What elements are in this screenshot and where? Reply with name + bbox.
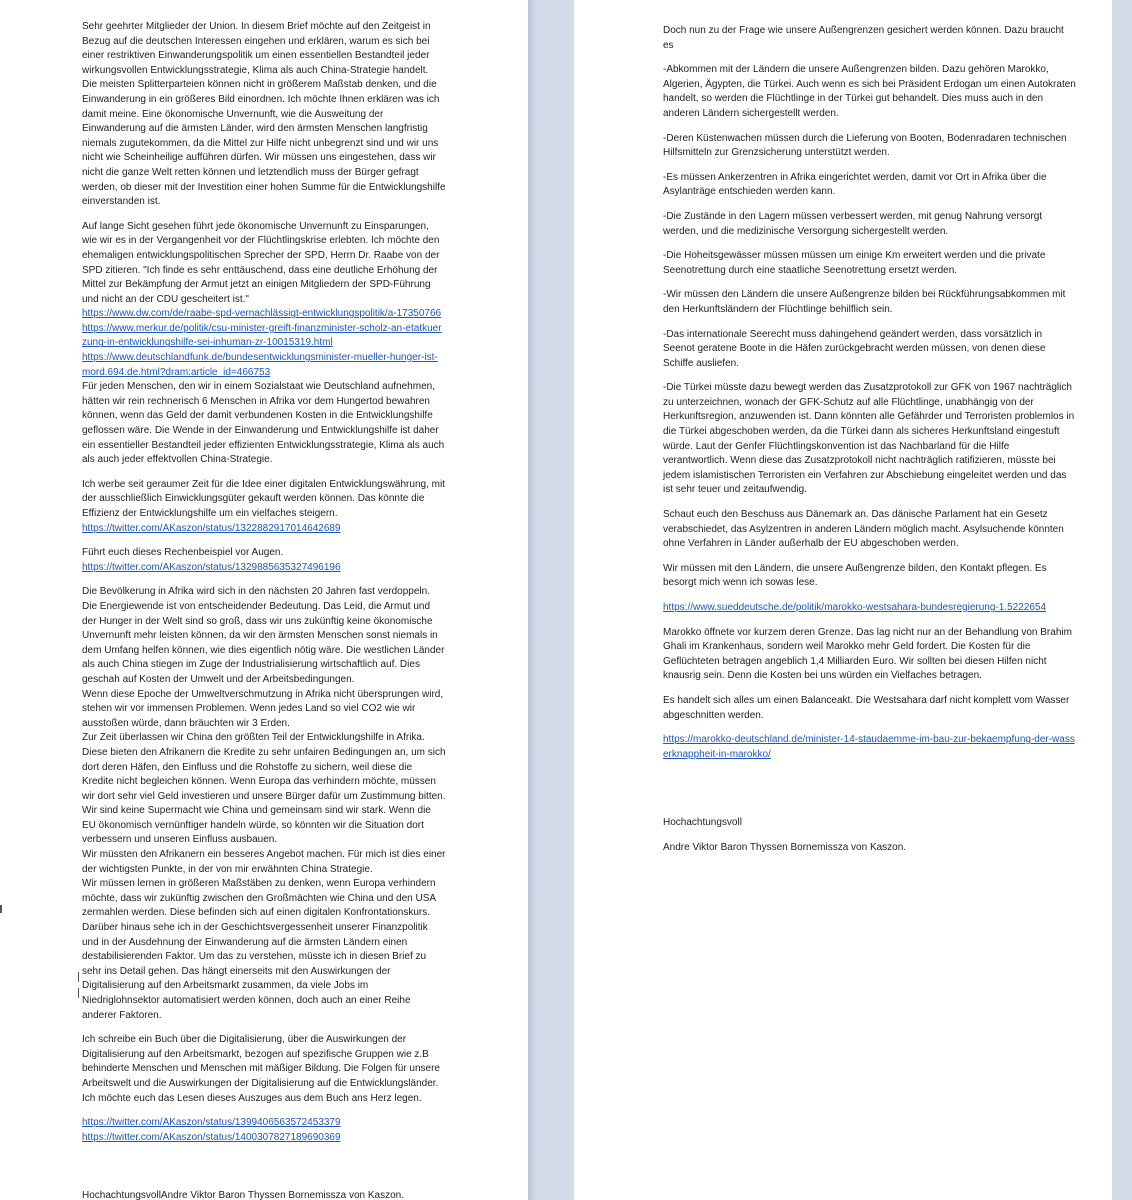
hyperlink[interactable]: https://www.deutschlandfunk.de/bundesentwicklungsminister-mueller-hunger-ist-mord.694.de.html?dram:article_id=466753: [82, 352, 438, 378]
window-edge: [1112, 0, 1132, 1200]
paragraph: -Das internationale Seerecht muss dahingehend geändert werden, dass vorsätzlich in Seenot geratene Boote in die Häfen zurückgebracht werden müssen, von denen diese Schiffe ausliefen.: [663, 328, 1046, 369]
paragraph: Doch nun zu der Frage wie unsere Außengrenzen gesichert werden können. Dazu braucht es: [663, 25, 1064, 51]
paragraph: -Die Hoheitsgewässer müssen müssen um einige Km erweitert werden und die private Seenotrettung durch eine staatliche Seenotrettung ersetzt werden.: [663, 250, 1046, 276]
page-gutter: [528, 0, 536, 1200]
paragraph: Schaut euch den Beschuss aus Dänemark an. Das dänische Parlament hat ein Gesetz verabschiedet, das Asylzentren in anderen Ländern möglich macht. Asylsuchende könnten ohne Verfahren in Länder außerhalb der EU abgeschoben werden.: [663, 509, 1064, 550]
hyperlink[interactable]: https://twitter.com/AKaszon/status/1399406563572453379: [82, 1117, 341, 1129]
hyperlink[interactable]: https://www.dw.com/de/raabe-spd-vernachlässigt-entwicklungspolitik/a-17350766https://www.merkur.de/politik/csu-minister-greift-finanzminister-scholz-an-etatkuerzung-in-entwicklungshilfe-sei-inhuman-zr-10015319.html: [82, 308, 442, 349]
closing-greeting-right: Hochachtungsvoll: [663, 817, 742, 829]
paragraph: Die Bevölkerung in Afrika wird sich in den nächsten 20 Jahren fast verdoppeln. Die Energiewende ist von entscheidender Bedeutung. Das Leid, die Armut und der Hunger in der Welt sind so groß, dass wir uns zukünftig keine ökonomische Unvernunft mehr leisten können, da wir den ärmsten Menschen sonst niemals in dem Umfang helfen können, wie dies eigentlich nötig wäre. Die westlichen Länder als auch China stiegen im Zuge der Industrialisierung wirtschaftlich auf. Dies geschah auf Kosten der Umwelt und der Arbeitsbedingungen. Wenn diese Epoche der Umweltverschmutzung in Afrika nicht übersprungen wird, stehen wir vor immensen Problemen. Wenn jedes Land so viel CO2 wie wir ausstoßen würde, dann bräuchten wir 3 Erden. Zur Zeit überlassen wir China den größten Teil der Entwicklungshilfe in Afrika. Diese bieten den Afrikanern die Kredite zu sehr unfairen Bedingungen an, um sich dort deren Häfen, den Einfluss und die Rohstoffe zu sichern, weil diese die Kredite nicht begleichen können. Wenn Europa das verhindern möchte, müssen wir dort sehr viel Geld investieren und unsere Bürger dafür um Zustimmung bitten. Wir sind keine Supermacht wie China und gemeinsam sind wir stark. Wenn die EU ökonomisch vernünftiger handeln würde, so könnten wir die Situation dort verbessern und unseren Einfluss ausbauen. Wir müssten den Afrikanern ein besseres Angebot machen. Für mich ist dies einer der wichtigsten Punkte, in der von mir erwähnten China Strategie. Wir müssen lernen in größeren Maßstäben zu denken, wenn Europa verhindern möchte, dass wir zukünftig zwischen den Großmächten wie China und den USA zermahlen werden. Diese befinden sich auf einen digitalen Konfrontationskurs. Darüber hinaus sehe ich in der Geschichtsvergessenheit unserer Finanzpolitik und in der Ausdehnung der Einwanderung auf die ärmsten Ländern einen destabilisierenden Faktor. Um das zu verstehen, müsste ich in diesen Brief zu sehr ins Detail gehen. Das hängt einerseits mit den Auswirkungen der Digitalisierung auf den Arbeitsmarkt zusammen, da viele Jobs im Niedriglohnsektor automatisiert werden können, doch auch an einer Reihe anderer Faktoren.: [82, 586, 446, 1021]
paragraph: Marokko öffnete vor kurzem deren Grenze. Das lag nicht nur an der Behandlung von Brahim Ghali im Krankenhaus, sondern weil Marokko mehr Geld fordert. Die Kosten für die Geflüchteten betragen angeblich 1,4 Milliarden Euro. Wir sollten bei diesen Hilfen nicht knausrig sein. Denn die Kosten bei uns würden ein Vielfaches betragen.: [663, 626, 1072, 682]
paragraph: Für jeden Menschen, den wir in einem Sozialstaat wie Deutschland aufnehmen, hätten wir rein rechnerisch 6 Menschen in Afrika vor dem Hungertod bewahren können, wenn das Geld der damit verbundenen Kosten in die Entwicklungshilfe geflossen wäre. Die Wende in der Einwanderung und Entwicklungshilfe ist daher ein essentieller Bestandteil jeder effizienten Entwicklungsstrategie, Klima als auch als auch jeder effektvollen China-Strategie.: [82, 381, 445, 466]
hyperlink[interactable]: https://marokko-deutschland.de/minister-14-staudaemme-im-bau-zur-bekaempfung-der-wasserknappheit-in-marokko/: [663, 734, 1075, 760]
margin-marker: [0, 905, 2, 913]
document-page-right: [574, 0, 1112, 1200]
paragraph: Ich werbe seit geraumer Zeit für die Idee einer digitalen Entwicklungswährung, mit der ausschließlich Einwicklungsgüter gekauft werden können. Das könnte die Effizienz der Entwicklungshilfe um ein vielfaches steigern.: [82, 478, 445, 519]
page-body-left: [82, 20, 446, 1145]
margin-marker: [78, 988, 79, 998]
paragraph: Wir müssen mit den Ländern, die unsere Außengrenze bilden, den Kontakt pflegen. Es besorgt mich wenn ich sowas lese.: [663, 562, 1047, 589]
hyperlink[interactable]: https://twitter.com/AKaszon/status/1322882917014642689: [82, 522, 341, 534]
paragraph: Führt euch dieses Rechenbeispiel vor Augen.: [82, 547, 284, 559]
paragraph: -Wir müssen den Ländern die unsere Außengrenze bilden bei Rückführungsabkommen mit den Herkunftsländern der Flüchtlinge behilflich sein.: [663, 289, 1066, 315]
paragraph: -Abkommen mit der Ländern die unsere Außengrenzen bilden. Dazu gehören Marokko, Algerien, Ägypten, die Türkei. Auch wenn es sich bei Präsident Erdogan um einen Autokraten handelt, so werden die Flüchtlinge in der Türkei gut behandelt. Dies muss auch in den anderen Ländern sichergestellt werden.: [663, 64, 1076, 119]
margin-marker: [78, 972, 79, 982]
paragraph: Es handelt sich alles um einen Balanceakt. Die Westsahara darf nicht komplett vom Wasser abgeschnitten werden.: [663, 694, 1070, 721]
paragraph: -Die Türkei müsste dazu bewegt werden das Zusatzprotokoll zur GFK von 1967 nachträglich zu unterzeichnen, wonach der GFK-Schutz auf alle Flüchtlinge, unabhängig von der Herkunftsregion, anzuwenden ist. Dann könnten alle Gefährder und Terroristen problemlos in die Türkei abgeschoben werden, da die Türkei dann als sicheres Herkunftsland eingestuft würde. Laut der Genfer Flüchtlingskonvention ist das Nachbarland für die Hilfe verantwortlich. Wenn diese das Zusatzprotokoll nicht nachträglich ratifizieren, müsste bei jedem islamistischen Terroristen ein Verfahren zur Abschiebung eingeleitet werden und das ist sehr teuer und zeitaufwendig.: [663, 382, 1075, 496]
paragraph: -Es müssen Ankerzentren in Afrika eingerichtet werden, damit vor Ort in Afrika über die Asylanträge entschieden werden kann.: [663, 171, 1047, 198]
page-body-right: [663, 24, 1076, 762]
paragraph: Sehr geehrter Mitglieder der Union. In diesem Brief möchte auf den Zeitgeist in Bezug auf die deutschen Interessen eingehen und erklären, warum es sich bei einer restriktiven Einwanderungspolitik um einen essentiellen Bestandteil jeder wirkungsvollen Entwicklungsstrategie, Klima als auch China-Strategie handelt. Die meisten Splitterparteien können nicht in größerem Maßstab denken, und die Einwanderung in ein größeres Bild einordnen. Ich möchte Ihnen erklären was ich damit meine. Eine ökonomische Unvernunft, wie die Ausweitung der Einwanderung auf die ärmsten Länder, wird den ärmsten Menschen langfristig niemals zugutekommen, da die Mittel zur Hilfe nicht unbegrenzt sind und wir uns nicht wie Scheinheilige aufführen dürfen. Wir müssen uns eingestehen, dass wir nicht die ganze Welt retten können und letztendlich muss der Bürger gefragt werden, ob dieser mit der Investition einer hohen Summe für die Entwicklungshilfe einverstanden ist.: [82, 21, 446, 208]
hyperlink[interactable]: https://twitter.com/AKaszon/status/1329885635327496196: [82, 561, 341, 573]
paragraph: -Deren Küstenwachen müssen durch die Lieferung von Booten, Bodenradaren technischen Hilfsmitteln zur Grenzsicherung unterstützt werden.: [663, 132, 1067, 159]
document-page-left: [0, 0, 528, 1200]
closing-signature-left: HochachtungsvollAndre Viktor Baron Thyssen Bornemissza von Kaszon.: [82, 1190, 405, 1200]
hyperlink[interactable]: https://www.sueddeutsche.de/politik/marokko-westsahara-bundesregierung-1.5222654: [663, 602, 1047, 613]
paragraph: -Die Zustände in den Lagern müssen verbessert werden, mit genug Nahrung versorgt werden, und die medizinische Versorgung sichergestellt werden.: [663, 210, 1043, 237]
paragraph: Ich schreibe ein Buch über die Digitalisierung, über die Auswirkungen der Digitalisierung auf den Arbeitsmarkt, bezogen auf spezifische Gruppen wie z.B behinderte Menschen und Menschen mit mäßiger Bildung. Die Folgen für unsere Arbeitswelt und die Auswirkungen der Digitalisierung auf die Entwicklungsländer. Ich möchte euch das Lesen dieses Auszuges aus dem Buch ans Herz legen.: [82, 1034, 440, 1104]
closing-signature-right: Andre Viktor Baron Thyssen Bornemissza von Kaszon.: [663, 841, 907, 853]
paragraph: Auf lange Sicht gesehen führt jede ökonomische Unvernunft zu Einsparungen, wie wir es in der Vergangenheit vor der Flüchtlingskrise erlebten. Ich möchte den ehemaligen entwicklungspolitischen Sprecher der SPD, Herrn Dr. Raabe von der SPD zitieren. "Ich finde es sehr enttäuschend, dass eine deutliche Erhöhung der Mittel zur Bekämpfung der Armut jetzt an einigen Mitgliedern der SPD-Führung und nicht an der CDU gescheitert ist.": [82, 220, 440, 305]
hyperlink[interactable]: https://twitter.com/AKaszon/status/1400307827189690369: [82, 1131, 341, 1143]
